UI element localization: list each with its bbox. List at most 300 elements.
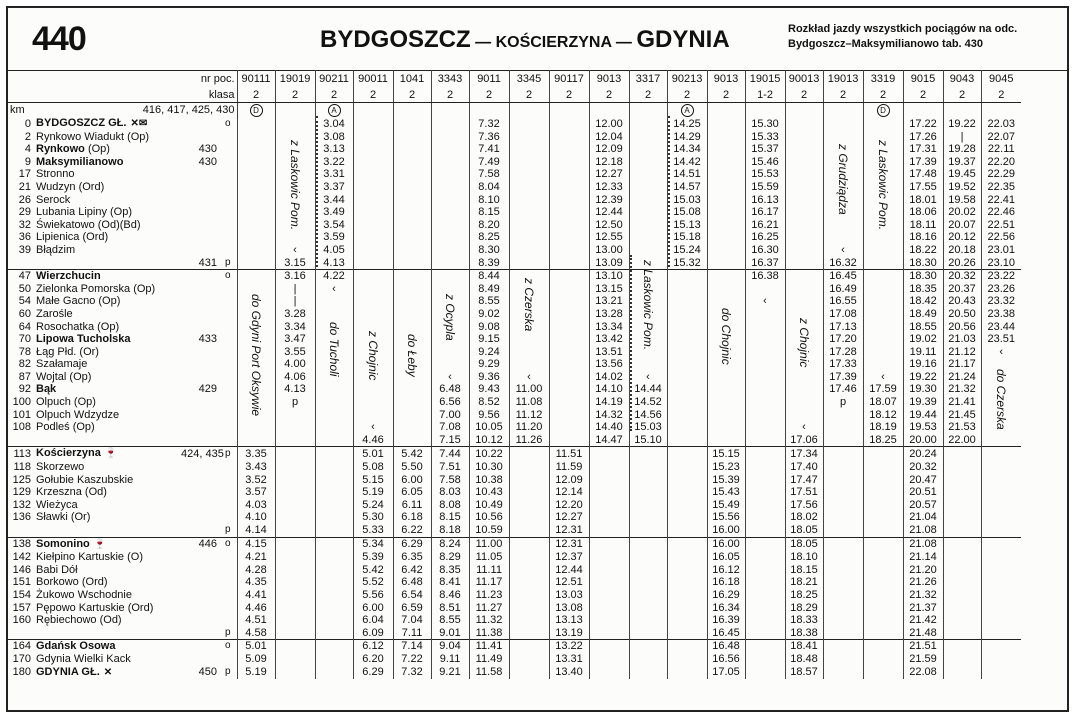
departure-time: 12.51 [549, 576, 589, 589]
train-badge-cell [903, 103, 943, 118]
departure-time: 12.44 [589, 206, 629, 219]
departure-time: 13.15 [589, 283, 629, 296]
departure-time: 14.02 [589, 371, 629, 384]
train-number: 3319 [863, 70, 903, 88]
departure-time: 17.33 [823, 358, 863, 371]
train-number: 90011 [353, 70, 393, 88]
station-km: 160 [12, 614, 31, 627]
station-row [8, 231, 1021, 244]
station-name-cell [33, 421, 181, 434]
departure-time [707, 206, 745, 219]
departure-time [667, 447, 707, 461]
departure-time [549, 270, 589, 283]
departure-time: 20.00 [903, 434, 943, 447]
departure-time: 10.56 [469, 511, 509, 524]
route-note: z Grudziądza [836, 143, 850, 215]
departure-time: 6.18 [393, 511, 431, 524]
station-km: 164 [8, 640, 33, 653]
departure-time [629, 461, 667, 474]
station-name: Wudzyn (Ord) [36, 180, 105, 193]
departure-time [549, 409, 589, 422]
station-km: 92 [18, 383, 31, 396]
departure-time [863, 295, 903, 308]
departure-time: 8.03 [431, 486, 469, 499]
departure-time [745, 627, 785, 640]
departure-time: 3.22 [315, 156, 353, 169]
station-name-cell [33, 653, 181, 666]
arr-dep-mark [219, 614, 237, 627]
arr-dep-mark: p [224, 524, 231, 535]
connection-ref [181, 564, 219, 577]
departure-time: 16.34 [707, 602, 745, 615]
departure-time: 3.47 [275, 333, 315, 346]
departure-time [667, 308, 707, 321]
departure-time: 3.37 [315, 181, 353, 194]
departure-time: 15.43 [707, 486, 745, 499]
station-km: 157 [12, 601, 31, 614]
departure-time [667, 371, 707, 384]
departure-time [667, 627, 707, 640]
departure-time: 15.32 [667, 257, 707, 270]
departure-time: 6.04 [353, 614, 393, 627]
departure-time [667, 474, 707, 487]
header-note-line-2: Bydgoszcz–Maksymilianowo tab. 430 [788, 38, 984, 50]
departure-time: 13.42 [589, 333, 629, 346]
station-km: 132 [12, 498, 31, 511]
departure-time [745, 589, 785, 602]
departure-time [863, 666, 903, 680]
departure-time: 8.08 [431, 499, 469, 512]
departure-time [981, 666, 1021, 680]
departure-time: 17.59 [863, 383, 903, 396]
departure-time: 13.31 [549, 653, 589, 666]
station-row [8, 486, 1021, 499]
departure-time [943, 474, 981, 487]
departure-time [629, 474, 667, 487]
departure-time: 20.02 [943, 206, 981, 219]
timetable-subrow [8, 257, 1021, 270]
station-km: 136 [12, 511, 31, 524]
departure-time [943, 551, 981, 564]
arr-dep-mark [219, 499, 237, 512]
station-name-cell [33, 447, 181, 461]
departure-time: 11.00 [469, 537, 509, 551]
station-row [8, 244, 1021, 257]
connection-ref [181, 358, 219, 371]
departure-time: 18.22 [903, 244, 943, 257]
departure-time [943, 614, 981, 627]
departure-time: 16.45 [707, 627, 745, 640]
departure-time [275, 499, 315, 512]
departure-time: 15.53 [745, 168, 785, 181]
departure-time: 16.38 [745, 270, 785, 283]
connection-ref [181, 244, 219, 257]
connection-ref [181, 295, 219, 308]
departure-time [549, 143, 589, 156]
train-class: 2 [237, 88, 275, 103]
departure-time [509, 219, 549, 232]
departure-time [549, 283, 589, 296]
departure-time [667, 358, 707, 371]
connection-ref [181, 270, 219, 283]
departure-time: 4.28 [237, 564, 275, 577]
arr-dep-mark [219, 358, 237, 371]
departure-time [315, 576, 353, 589]
departure-time: 6.05 [393, 486, 431, 499]
departure-time [745, 524, 785, 537]
station-row [8, 143, 1021, 156]
departure-time: 8.24 [431, 537, 469, 551]
departure-time [629, 589, 667, 602]
departure-time: 18.29 [785, 602, 823, 615]
departure-time: 18.30 [903, 270, 943, 283]
departure-time [785, 143, 823, 156]
departure-time: 3.59 [315, 231, 353, 244]
departure-time: 4.51 [237, 614, 275, 627]
departure-time [393, 156, 431, 169]
departure-time: 8.10 [469, 194, 509, 207]
departure-time [707, 219, 745, 232]
departure-time [629, 666, 667, 680]
station-name-cell [33, 283, 181, 296]
station-km: 21 [18, 180, 31, 193]
departure-time [707, 156, 745, 169]
train-badge-cell [549, 103, 589, 118]
departure-time: 18.38 [785, 627, 823, 640]
departure-time [589, 551, 629, 564]
departure-time: 8.15 [431, 511, 469, 524]
departure-time: 13.09 [589, 257, 629, 270]
station-name-cell [33, 640, 181, 653]
departure-time [549, 308, 589, 321]
departure-time [785, 270, 823, 283]
departure-time: 7.15 [431, 434, 469, 447]
departure-time: 9.29 [469, 358, 509, 371]
departure-time [275, 511, 315, 524]
departure-time [707, 421, 745, 434]
departure-time [393, 168, 431, 181]
departure-time: 10.59 [469, 524, 509, 537]
departure-time: 3.15 [275, 257, 315, 270]
departure-time [589, 576, 629, 589]
departure-time [589, 511, 629, 524]
departure-time [629, 447, 667, 461]
departure-time [549, 333, 589, 346]
departure-time: 16.39 [707, 614, 745, 627]
train-number: 19015 [745, 70, 785, 88]
train-number: 9015 [903, 70, 943, 88]
departure-time: 12.31 [549, 524, 589, 537]
station-row [8, 537, 1021, 551]
departure-time [629, 614, 667, 627]
connection-ref [181, 434, 219, 447]
departure-time [629, 602, 667, 615]
connection-ref: 450 [198, 666, 217, 679]
departure-time [629, 537, 667, 551]
departure-time [981, 653, 1021, 666]
departure-time [431, 231, 469, 244]
departure-time [629, 511, 667, 524]
departure-time: 14.52 [629, 396, 667, 409]
departure-time: 4.22 [315, 270, 353, 283]
nr-poc-label: nr poc. [200, 73, 235, 85]
train-badge-cell [353, 103, 393, 118]
departure-time: 17.28 [823, 346, 863, 359]
departure-time: ‹ [785, 421, 823, 434]
departure-time [315, 602, 353, 615]
departure-time [509, 156, 549, 169]
departure-time [431, 181, 469, 194]
connection-ref [181, 219, 219, 232]
arr-dep-mark [219, 551, 237, 564]
departure-time [237, 131, 275, 144]
departure-time: 7.58 [469, 168, 509, 181]
station-row [8, 219, 1021, 232]
departure-time [353, 409, 393, 422]
connection-ref [181, 168, 219, 181]
departure-time: 6.48 [431, 383, 469, 396]
departure-time: 11.20 [509, 421, 549, 434]
departure-time [745, 564, 785, 577]
departure-time: 11.59 [549, 461, 589, 474]
departure-time [393, 206, 431, 219]
arr-dep-mark [219, 131, 237, 144]
departure-time [863, 524, 903, 537]
departure-time [745, 474, 785, 487]
station-row [8, 131, 1021, 144]
arr-dep-mark: p [224, 626, 231, 638]
station-row [8, 206, 1021, 219]
station-name: GDYNIA GŁ. [36, 665, 100, 678]
departure-time [667, 589, 707, 602]
timetable-header [8, 8, 1067, 71]
departure-time [745, 447, 785, 461]
route-note: z Ocypla [443, 294, 457, 341]
departure-time [707, 434, 745, 447]
departure-time [863, 653, 903, 666]
connection-ref [181, 346, 219, 359]
station-row [8, 653, 1021, 666]
departure-time [745, 640, 785, 653]
departure-time: 12.55 [589, 231, 629, 244]
station-name: Somonino [36, 537, 90, 550]
connection-ref [181, 371, 219, 384]
departure-time [667, 499, 707, 512]
departure-time [707, 168, 745, 181]
departure-time [509, 614, 549, 627]
timetable-subrow [8, 627, 1021, 640]
departure-time [667, 333, 707, 346]
departure-time: ‹ [629, 371, 667, 384]
station-name-cell [33, 461, 181, 474]
departure-time: 13.00 [589, 244, 629, 257]
station-km: 9 [24, 155, 31, 168]
departure-time [549, 181, 589, 194]
departure-time: 18.55 [903, 321, 943, 334]
departure-time: ‹ [315, 283, 353, 296]
departure-time [275, 474, 315, 487]
departure-time: 12.04 [589, 131, 629, 144]
departure-time: 19.58 [943, 194, 981, 207]
departure-time [745, 371, 785, 384]
departure-time: 8.20 [469, 219, 509, 232]
station-km: 39 [18, 243, 31, 256]
departure-time [823, 524, 863, 537]
departure-time [353, 131, 393, 144]
departure-time: 22.03 [981, 117, 1021, 131]
departure-time [275, 653, 315, 666]
departure-time [353, 143, 393, 156]
departure-time: 13.22 [549, 640, 589, 653]
departure-time [509, 358, 549, 371]
departure-time: 21.26 [903, 576, 943, 589]
departure-time: 21.12 [943, 346, 981, 359]
departure-time: 4.46 [237, 602, 275, 615]
departure-time [745, 434, 785, 447]
departure-time [549, 371, 589, 384]
departure-time [431, 156, 469, 169]
departure-time: 5.33 [353, 524, 393, 537]
departure-time: 8.35 [431, 564, 469, 577]
departure-time [745, 358, 785, 371]
arr-dep-mark [219, 602, 237, 615]
departure-time: 21.53 [943, 421, 981, 434]
departure-time: ‹ [745, 295, 785, 308]
station-name-cell [33, 117, 181, 131]
arr-dep-mark: p [224, 666, 231, 678]
departure-time [393, 219, 431, 232]
station-km: 87 [18, 370, 31, 383]
departure-time: 3.44 [315, 194, 353, 207]
departure-time [589, 602, 629, 615]
departure-time [707, 117, 745, 131]
departure-time: 18.01 [903, 194, 943, 207]
departure-time: 16.37 [745, 257, 785, 270]
departure-time [943, 564, 981, 577]
station-row [8, 461, 1021, 474]
departure-time: 8.46 [431, 589, 469, 602]
departure-time: 4.03 [237, 499, 275, 512]
station-row [8, 589, 1021, 602]
timetable-table [8, 70, 1021, 679]
station-name-cell [33, 666, 181, 680]
train-badge: D [250, 104, 263, 117]
station-km: 129 [12, 486, 31, 499]
departure-time [393, 231, 431, 244]
arr-dep-mark [219, 181, 237, 194]
departure-time [981, 614, 1021, 627]
departure-time: 3.35 [237, 447, 275, 461]
arr-dep-mark [219, 168, 237, 181]
departure-time [315, 627, 353, 640]
departure-time [667, 511, 707, 524]
station-km: 138 [8, 537, 33, 551]
departure-time: 22.41 [981, 194, 1021, 207]
departure-time [589, 653, 629, 666]
arr-dep-mark: o [224, 117, 231, 129]
station-name: Małe Gacno (Op) [36, 295, 121, 308]
departure-time: 14.40 [589, 421, 629, 434]
departure-time [745, 666, 785, 680]
departure-time: 22.46 [981, 206, 1021, 219]
departure-time [785, 194, 823, 207]
departure-time: 7.32 [393, 666, 431, 680]
arr-dep-mark: o [219, 640, 237, 653]
departure-time: 3.43 [237, 461, 275, 474]
station-row [8, 308, 1021, 321]
departure-time [863, 614, 903, 627]
departure-time: 19.53 [903, 421, 943, 434]
title-origin: BYDGOSZCZ [320, 26, 471, 53]
connection-ref [181, 421, 219, 434]
departure-time [393, 409, 431, 422]
departure-time [823, 486, 863, 499]
departure-time [509, 117, 549, 131]
station-name-cell [33, 156, 181, 169]
station-km: 26 [18, 193, 31, 206]
station-km: 151 [12, 576, 31, 589]
departure-time: 21.45 [943, 409, 981, 422]
departure-time [549, 321, 589, 334]
departure-time [667, 486, 707, 499]
departure-time [353, 206, 393, 219]
train-number-row [8, 70, 1021, 88]
departure-time: 19.45 [943, 168, 981, 181]
train-class: 2 [315, 88, 353, 103]
departure-time [981, 474, 1021, 487]
departure-time: 19.02 [903, 333, 943, 346]
departure-time [315, 537, 353, 551]
departure-time [275, 576, 315, 589]
departure-time: 12.39 [589, 194, 629, 207]
arr-dep-mark [219, 564, 237, 577]
departure-time [981, 551, 1021, 564]
departure-time: 5.19 [237, 666, 275, 680]
connection-ref [181, 499, 219, 512]
departure-time [237, 219, 275, 232]
departure-time: ‹ [863, 371, 903, 384]
departure-time: 9.11 [431, 653, 469, 666]
departure-time [315, 499, 353, 512]
train-badge: A [681, 104, 694, 117]
connection-ref [181, 486, 219, 499]
departure-time: 16.49 [823, 283, 863, 296]
departure-time [745, 576, 785, 589]
departure-time [943, 524, 981, 537]
departure-time: 21.48 [903, 627, 943, 640]
station-name-cell [33, 295, 181, 308]
departure-time: 7.44 [431, 447, 469, 461]
departure-time [707, 409, 745, 422]
train-class: 2 [667, 88, 707, 103]
departure-time: ‹ [431, 371, 469, 384]
departure-time: 9.24 [469, 346, 509, 359]
departure-time: 9.56 [469, 409, 509, 422]
departure-time [237, 434, 275, 447]
station-name-cell [33, 194, 181, 207]
departure-time: 16.13 [745, 194, 785, 207]
departure-time: 14.10 [589, 383, 629, 396]
station-name-cell [33, 396, 181, 409]
departure-time: 9.21 [431, 666, 469, 680]
departure-time [943, 537, 981, 551]
connection-ref [181, 283, 219, 296]
station-km: 4 [24, 143, 31, 156]
station-name-cell [33, 524, 181, 537]
station-row [8, 409, 1021, 422]
departure-time [629, 156, 667, 169]
departure-time [863, 640, 903, 653]
